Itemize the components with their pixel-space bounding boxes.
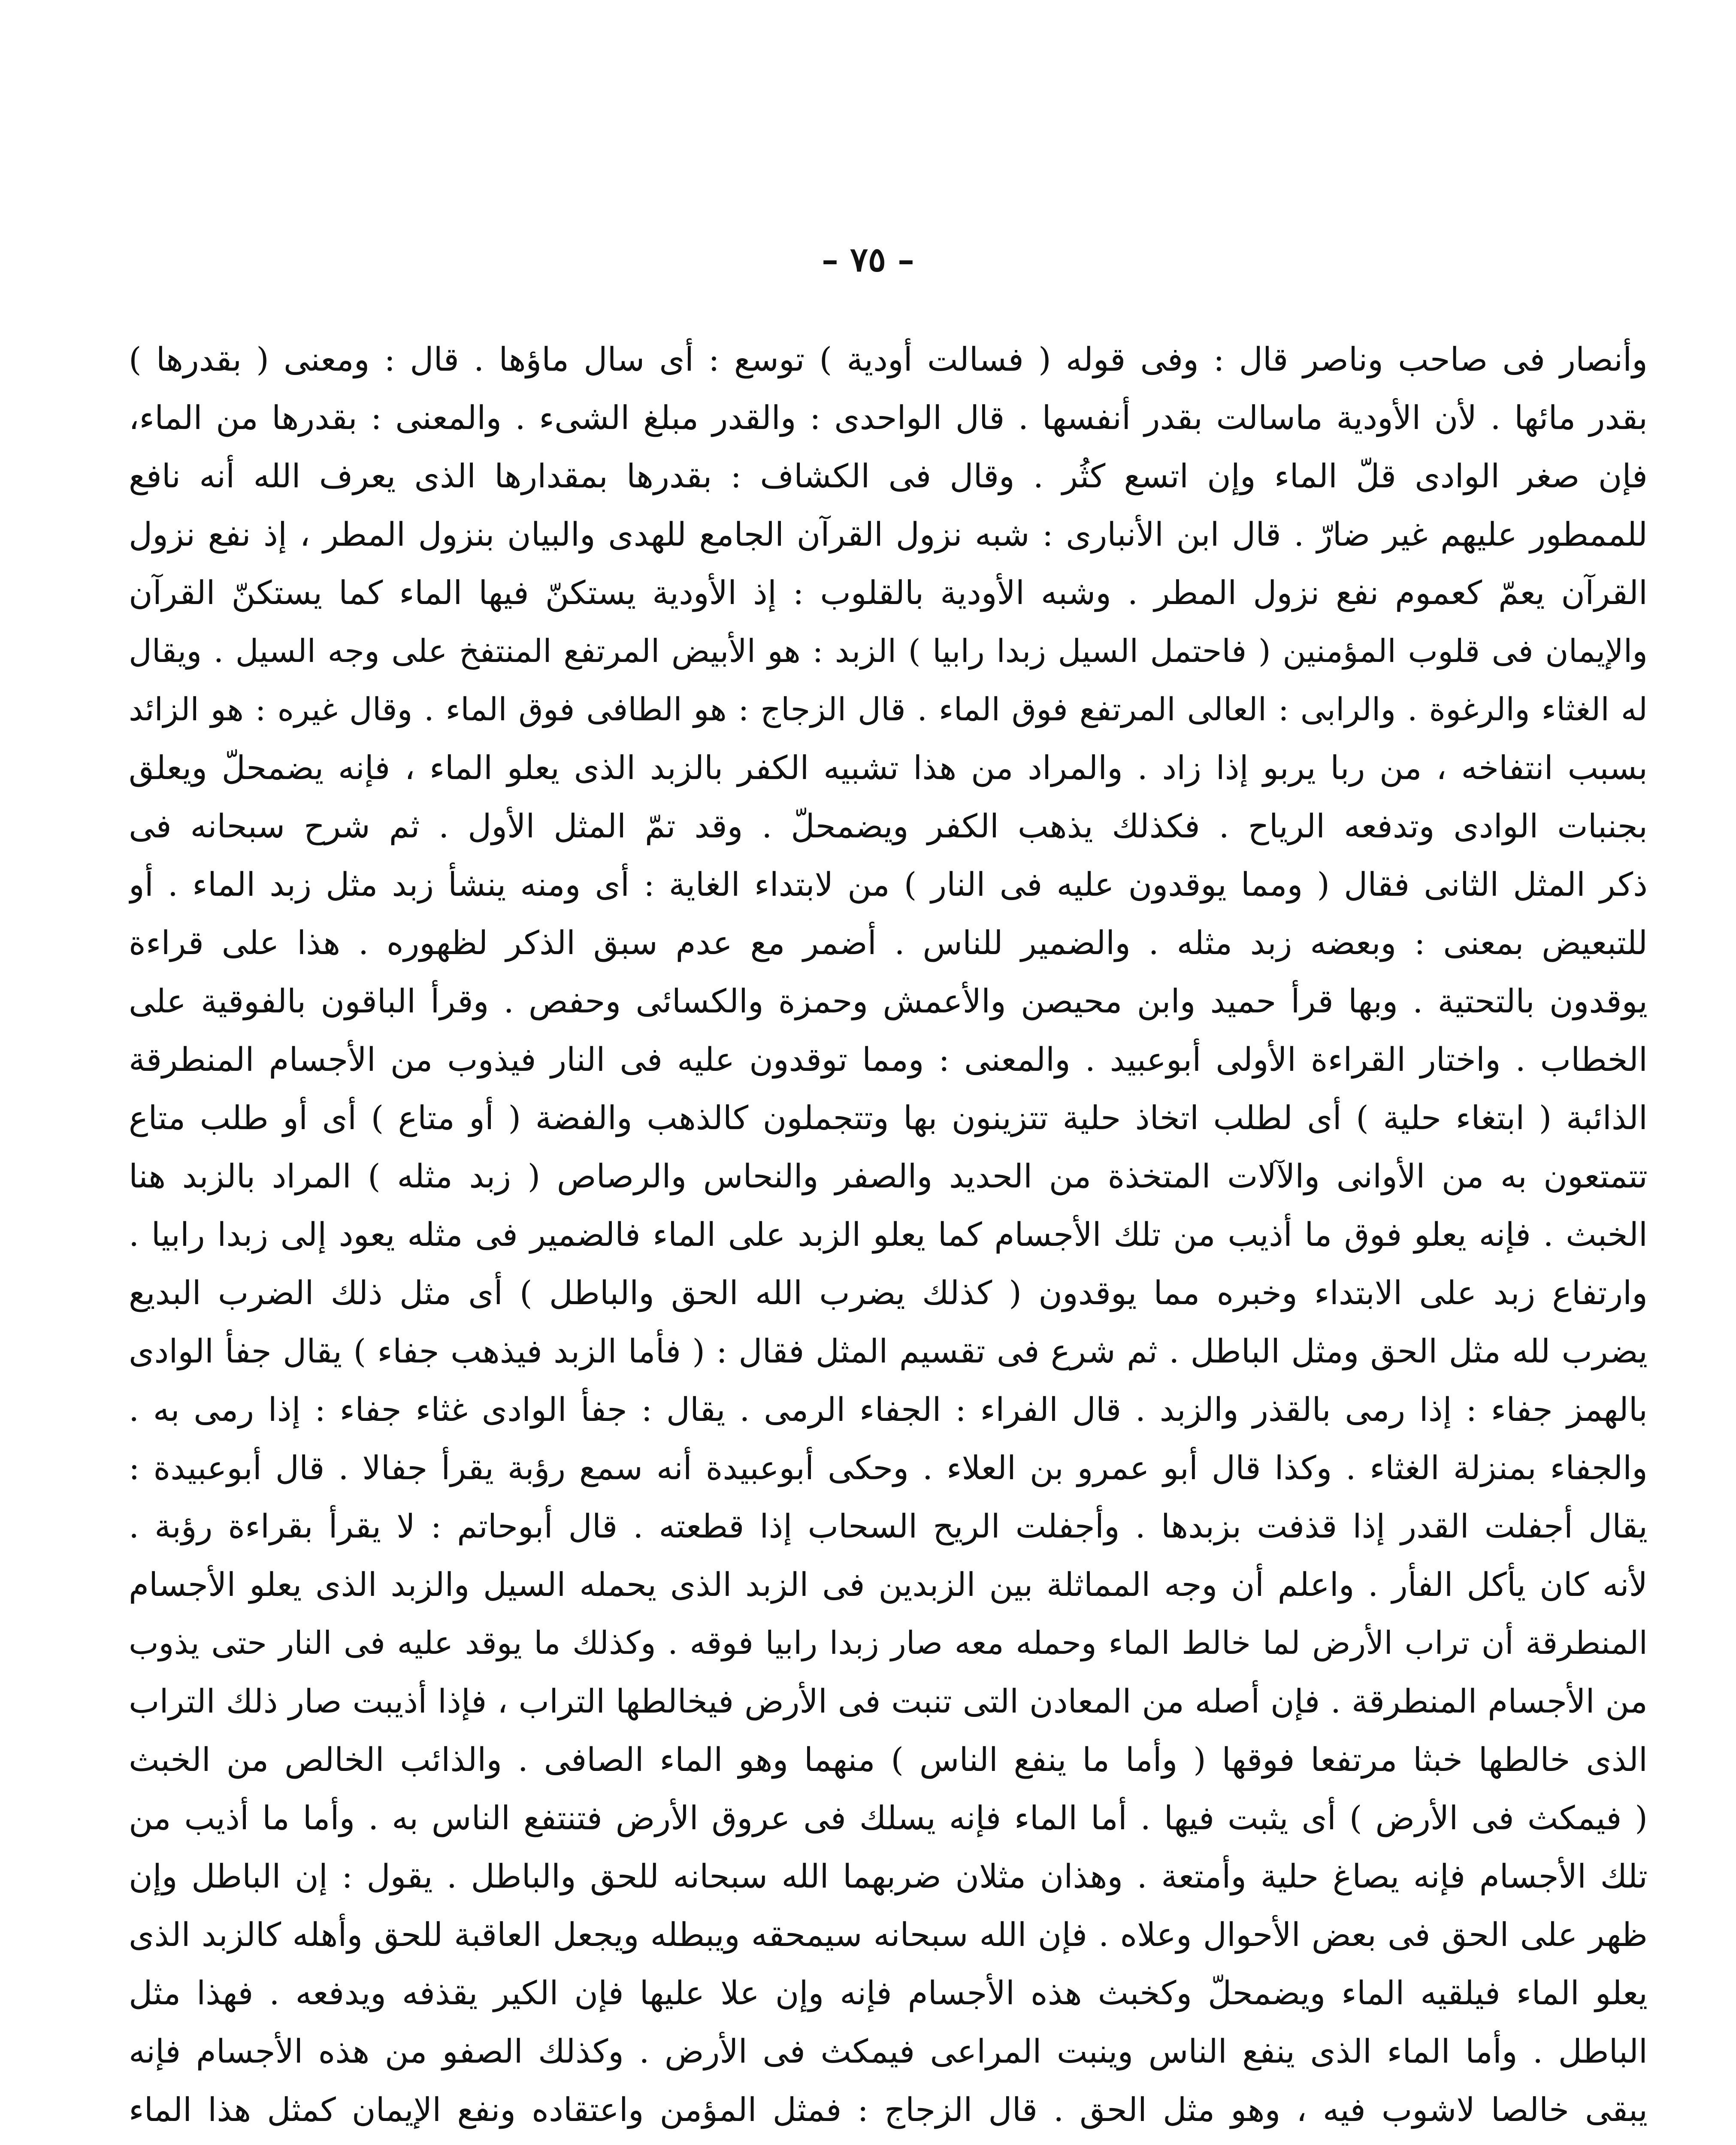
text-line: بجنبات الوادى وتدفعه الرياح . فكذلك يذهب الكفر ويضمحلّ . وقد تمّ المثل الأول . ثم شرح سبحانه فى [129,807,1648,845]
text-line: يبقى خالصا لاشوب فيه ، وهو مثل الحق . قال الزجاج : فمثل المؤمن واعتقاده ونفع الإيمان كمثل هذا الماء [129,2091,1648,2129]
text-line: وارتفاع زبد على الابتداء وخبره مما يوقدون ( كذلك يضرب الله الحق والباطل ) أى مثل ذلك الضرب البديع [129,1274,1648,1312]
text-line: بالهمز جفاء : إذا رمى بالقذر والزبد . قال الفراء : الجفاء الرمى . يقال : جفأ الوادى غثاء جفاء : إذا رمى به . [129,1390,1648,1429]
text-line: القرآن يعمّ كعموم نفع نزول المطر . وشبه الأودية بالقلوب : إذ الأودية يستكنّ فيها الماء كما يستكنّ القرآن [129,574,1648,612]
text-line: له الغثاء والرغوة . والرابى : العالى المرتفع فوق الماء . قال الزجاج : هو الطافى فوق الماء . وقال غيره : هو الزائد [129,691,1648,728]
text-line: يوقدون بالتحتية . وبها قرأ حميد وابن محيصن والأعمش وحمزة والكسائى وحفص . وقرأ الباقون بالفوقية على [129,982,1648,1020]
text-line: الباطل . وأما الماء الذى ينفع الناس وينبت المراعى فيمكث فى الأرض . وكذلك الصفو من هذه الأجسام فإنه [129,2032,1648,2070]
text-line: بسبب انتفاخه ، من ربا يربو إذا زاد . والمراد من هذا تشبيه الكفر بالزبد الذى يعلو الماء ، فإنه يضمحلّ ويعلق [129,749,1648,787]
text-line: فإن صغر الوادى قلّ الماء وإن اتسع كثُر . وقال فى الكشاف : بقدرها بمقدارها الذى يعرف الله أنه نافع [129,457,1648,495]
page-number: – ٧٥ – [821,240,915,279]
text-line: ( فيمكث فى الأرض ) أى يثبت فيها . أما الماء فإنه يسلك فى عروق الأرض فتنتفع الناس به . وأما ما أذيب من [129,1799,1648,1837]
text-line: للممطور عليهم غير ضارّ . قال ابن الأنبارى : شبه نزول القرآن الجامع للهدى والبيان بنزول المطر ، إذ نفع نزول [129,515,1648,553]
text-line: الذى خالطها خبثا مرتفعا فوقها ( وأما ما ينفع الناس ) منهما وهو الماء الصافى . والذائب الخالص من الخبث [129,1740,1648,1779]
text-line: بقدر مائها . لأن الأودية ماسالت بقدر أنفسها . قال الواحدى : والقدر مبلغ الشىء . والمعنى : بقدرها من الماء، [129,399,1648,437]
text-line: يضرب لله مثل الحق ومثل الباطل . ثم شرع فى تقسيم المثل فقال : ( فأما الزبد فيذهب جفاء ) يقال جفأ الوادى [129,1332,1648,1370]
text-line: ظهر على الحق فى بعض الأحوال وعلاه . فإن الله سبحانه سيمحقه ويبطله ويجعل العاقبة للحق وأهله كالزبد الذى [129,1915,1648,1954]
text-line: يقال أجفلت القدر إذا قذفت بزبدها . وأجفلت الريح السحاب إذا قطعته . قال أبوحاتم : لا يقرأ بقراءة رؤبة . [129,1507,1648,1545]
text-line: الخبث . فإنه يعلو فوق ما أذيب من تلك الأجسام كما يعلو الزبد على الماء فالضمير فى مثله يعود إلى زبدا رابيا . [129,1215,1648,1254]
text-line: والجفاء بمنزلة الغثاء . وكذا قال أبو عمرو بن العلاء . وحكى أبوعبيدة أنه سمع رؤبة يقرأ جفالا . قال أبوعبيدة : [129,1449,1648,1487]
body-text [129,330,1648,2145]
text-line: وأنصار فى صاحب وناصر قال : وفى قوله ( فسالت أودية ) توسع : أى سال ماؤها . قال : ومعنى ( بقدرها ) [129,340,1648,378]
text-line: ذكر المثل الثانى فقال ( ومما يوقدون عليه فى النار ) من لابتداء الغاية : أى ومنه ينشأ زبد مثل زبد الماء . أو [129,865,1648,903]
text-line: يعلو الماء فيلقيه الماء ويضمحلّ وكخبث هذه الأجسام فإنه وإن علا عليها فإن الكير يقذفه ويدفعه . فهذا مثل [129,1974,1648,2012]
text-line: تتمتعون به من الأوانى والآلات المتخذة من الحديد والصفر والنحاس والرصاص ( زبد مثله ) المراد بالزبد هنا [129,1157,1648,1195]
text-line [129,2139,1648,2145]
text-line: والإيمان فى قلوب المؤمنين ( فاحتمل السيل زبدا رابيا ) الزبد : هو الأبيض المرتفع المنتفخ على وجه السيل . ويقال [129,633,1648,670]
text-line: الخطاب . واختار القراءة الأولى أبوعبيد . والمعنى : ومما توقدون عليه فى النار فيذوب من الأجسام المنطرقة [129,1040,1648,1079]
text-line: الذائبة ( ابتغاء حلية ) أى لطلب اتخاذ حلية تتزينون بها وتتجملون كالذهب والفضة ( أو متاع ) أى أو طلب متاع [129,1099,1648,1137]
text-line: تلك الأجسام فإنه يصاغ حلية وأمتعة . وهذان مثلان ضربهما الله سبحانه للحق والباطل . يقول : إن الباطل وإن [129,1857,1648,1895]
text-line: من الأجسام المنطرقة . فإن أصله من المعادن التى تنبت فى الأرض فيخالطها التراب ، فإذا أذيبت صار ذلك التراب [129,1682,1648,1720]
text-line: لأنه كان يأكل الفأر . واعلم أن وجه المماثلة بين الزبدين فى الزبد الذى يحمله السيل والزبد الذى يعلو الأجسام [129,1565,1648,1604]
text-line: للتبعيض بمعنى : وبعضه زبد مثله . والضمير للناس . أضمر مع عدم سبق الذكر لظهوره . هذا على قراءة [129,924,1648,962]
text-line: المنطرقة أن تراب الأرض لما خالط الماء وحمله معه صار زبدا رابيا فوقه . وكذلك ما يوقد عليه فى النار حتى يذوب [129,1625,1648,1662]
